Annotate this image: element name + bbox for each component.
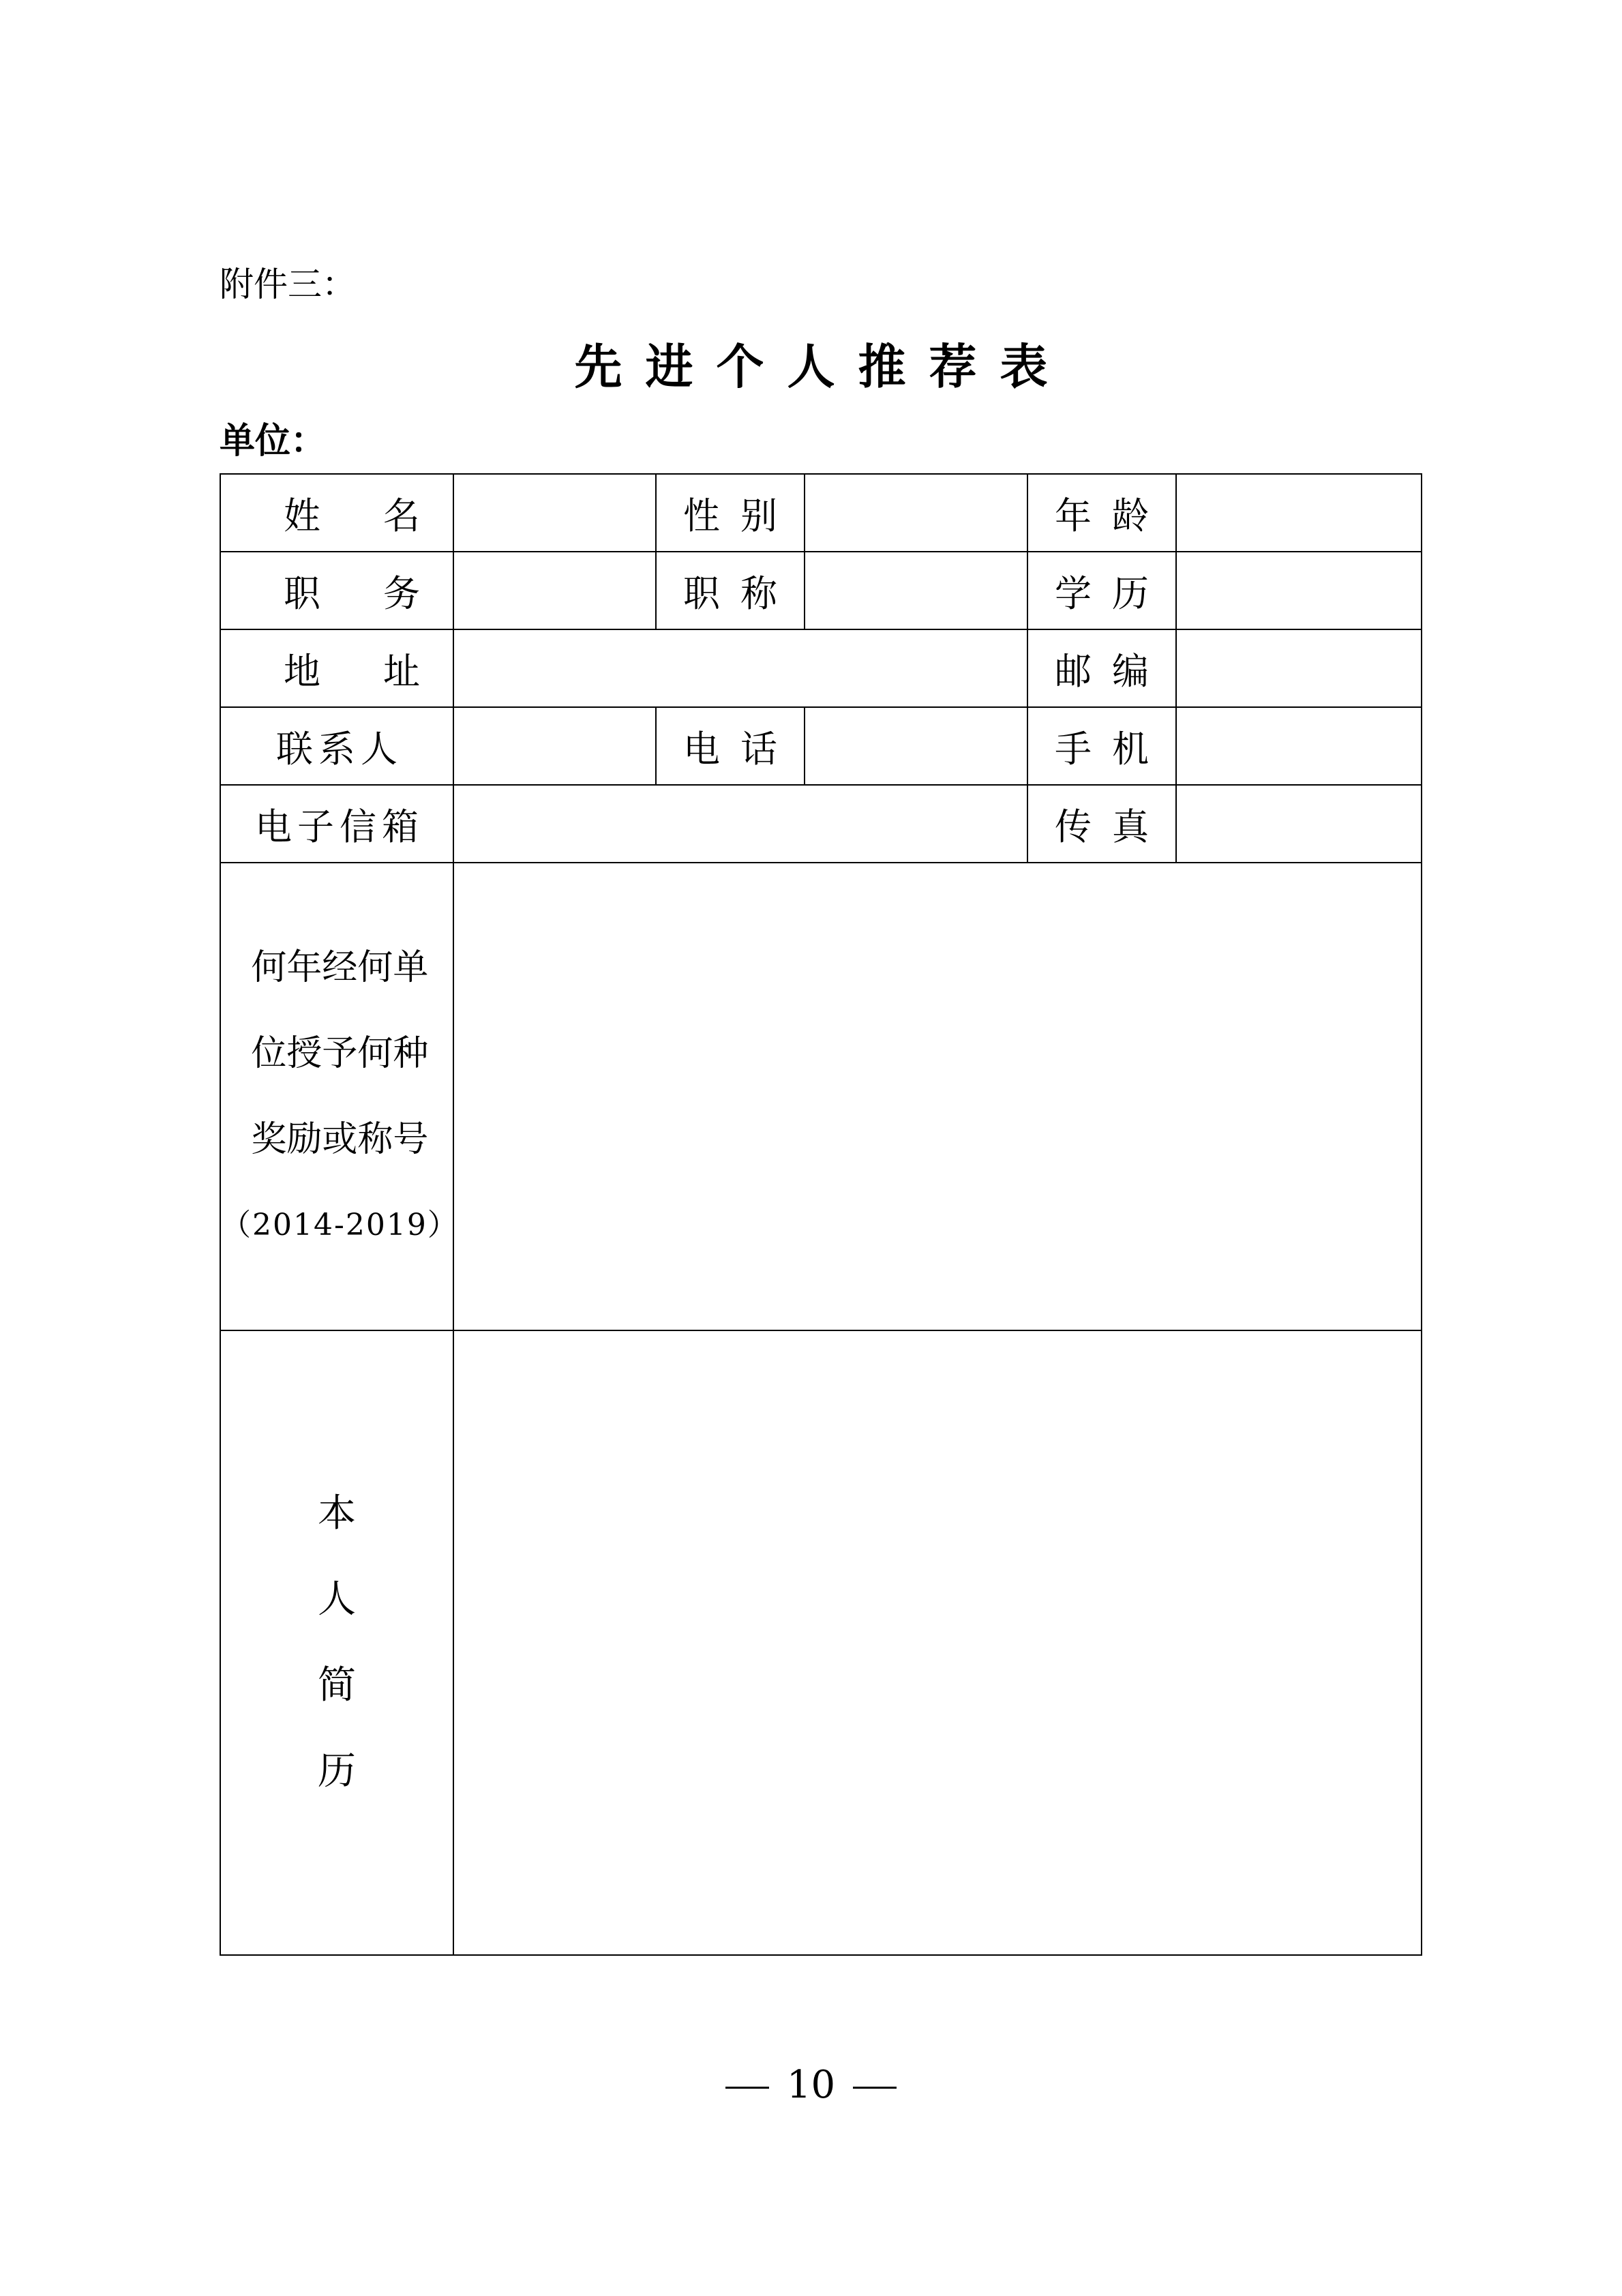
awards-label-line: 何年经何单 [251,947,429,988]
address-field[interactable] [453,629,1027,707]
resume-label-char: 简 [318,1663,356,1708]
gender-field[interactable] [805,474,1027,552]
title-label: 职称 [683,571,798,615]
title-field[interactable] [805,552,1027,629]
unit-label: 单位： [220,421,327,462]
education-field[interactable] [1176,552,1422,629]
contact-label: 联系人 [276,727,403,771]
position-field[interactable] [453,552,656,629]
postcode-field[interactable] [1176,629,1422,707]
address-label: 地址 [284,649,483,693]
awards-label-line: 奖励或称号 [251,1119,429,1160]
contact-field[interactable] [453,707,656,785]
form-row-awards [220,863,1422,1330]
name-label-cell [220,474,483,552]
resume-label-char: 本 [318,1491,356,1536]
address-label-cell [220,629,483,707]
form-row-name [220,474,1422,552]
recommendation-form-table [220,473,1422,1956]
fax-label-cell [1027,785,1176,863]
form-row-email [220,785,1422,863]
contact-label-cell [220,707,453,785]
awards-label-cell [220,863,459,1330]
title-label-cell [656,552,805,629]
awards-field[interactable] [453,863,1422,1330]
name-field[interactable] [453,474,656,552]
dash-right [853,2087,897,2089]
form-row-address [220,629,1422,707]
email-field[interactable] [453,785,1027,863]
resume-label-char: 历 [318,1749,356,1793]
name-label: 姓名 [284,494,483,537]
fax-field[interactable] [1176,785,1422,863]
fax-label: 传真 [1055,805,1169,848]
position-label-cell [220,552,483,629]
resume-label-char: 人 [318,1577,356,1622]
page-number: 10 [786,2063,836,2107]
form-row-resume [220,1330,1422,1955]
form-row-position [220,552,1422,629]
email-label: 电子信箱 [255,805,424,848]
age-label-cell [1027,474,1176,552]
awards-label-line: 位授予何种 [251,1033,429,1074]
mobile-label-cell [1027,707,1176,785]
resume-label [318,1471,356,1815]
mobile-field[interactable] [1176,707,1422,785]
mobile-label: 手机 [1055,727,1169,771]
education-label-cell [1027,552,1176,629]
page-title: 先进个人推荐表 [574,338,1071,395]
attachment-label: 附件三： [220,265,356,304]
gender-label-cell [656,474,805,552]
phone-label-cell [656,707,805,785]
age-field[interactable] [1176,474,1422,552]
postcode-label: 邮编 [1055,649,1169,693]
resume-field[interactable] [453,1330,1422,1955]
form-row-contact [220,707,1422,785]
age-label: 年龄 [1055,494,1169,537]
postcode-label-cell [1027,629,1176,707]
phone-field[interactable] [805,707,1027,785]
awards-years-range: （2014-2019） [221,1208,459,1242]
awards-label [221,925,459,1268]
phone-label: 电话 [683,727,798,771]
gender-label: 性别 [683,494,798,537]
resume-label-cell [220,1330,453,1955]
email-label-cell [220,785,453,863]
position-label: 职务 [284,571,483,615]
education-label: 学历 [1055,571,1169,615]
dash-left [725,2087,769,2089]
page-number-footer [0,2058,1622,2113]
